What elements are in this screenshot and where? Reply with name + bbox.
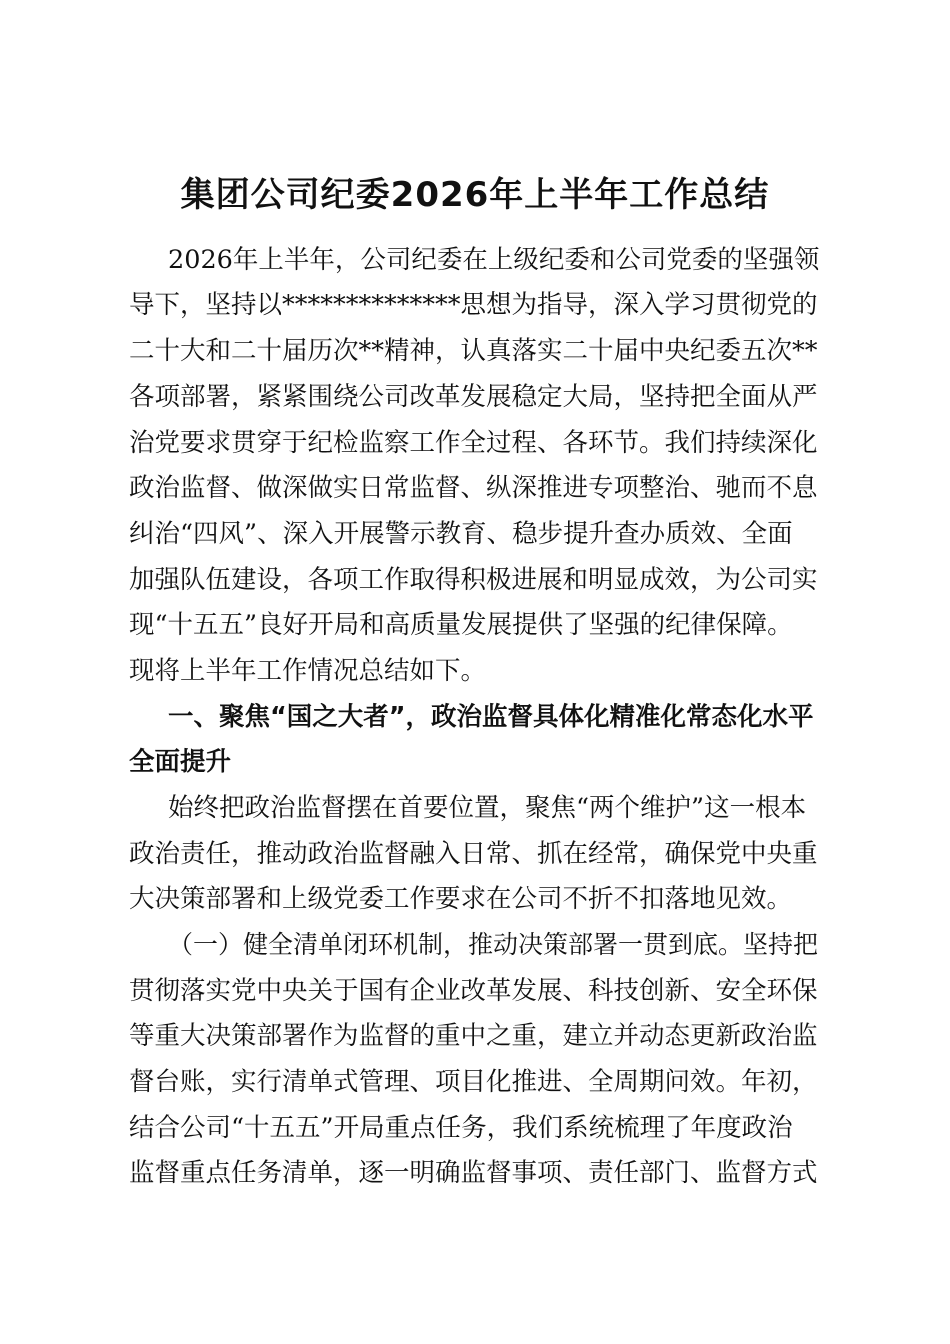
intro-line-7: 纠治“四风”、深入开展警示教育、稳步提升查办质效、全面 [129, 519, 793, 549]
intro-line-4: 各项部署，紧紧围绕公司改革发展稳定大局，坚持把全面从严 [129, 382, 818, 412]
subsection-1-line-5: 结合公司“十五五”开局重点任务，我们系统梳理了年度政治 [129, 1113, 793, 1143]
subsection-1-line-6: 监督重点任务清单，逐一明确监督事项、责任部门、监督方式 [129, 1158, 818, 1188]
intro-line-3: 二十大和二十届历次**精神，认真落实二十届中央纪委五次** [129, 336, 818, 366]
section-heading-1-cont: 全面提升 [129, 747, 232, 777]
section-1-para-line-2: 政治责任，推动政治监督融入日常、抓在经常，确保党中央重 [129, 839, 818, 869]
intro-line-9: 现“十五五”良好开局和高质量发展提供了坚强的纪律保障。 [129, 610, 793, 640]
section-1-para-line-3: 大决策部署和上级党委工作要求在公司不折不扣落地见效。 [129, 884, 793, 914]
document-title: 集团公司纪委2026年上半年工作总结 [180, 175, 770, 215]
section-heading-1: 一、聚焦“国之大者”，政治监督具体化精准化常态化水平 [168, 702, 814, 732]
subsection-1-line-3: 等重大决策部署作为监督的重中之重，建立并动态更新政治监 [129, 1021, 818, 1051]
intro-line-5: 治党要求贯穿于纪检监察工作全过程、各环节。我们持续深化 [129, 428, 818, 458]
intro-line-2: 导下，坚持以**************思想为指导，深入学习贯彻党的 [129, 290, 818, 320]
subsection-1-line-2: 贯彻落实党中央关于国有企业改革发展、科技创新、安全环保 [129, 976, 818, 1006]
subsection-1-line-1: （一）健全清单闭环机制，推动决策部署一贯到底。坚持把 [168, 930, 819, 959]
intro-line-10: 现将上半年工作情况总结如下。 [129, 656, 487, 686]
section-1-para-line-1: 始终把政治监督摆在首要位置，聚焦“两个维护”这一根本 [168, 793, 807, 823]
subsection-1-line-4: 督台账，实行清单式管理、项目化推进、全周期问效。年初， [129, 1067, 818, 1097]
intro-line-6: 政治监督、做深做实日常监督、纵深推进专项整治、驰而不息 [129, 473, 818, 503]
intro-line-8: 加强队伍建设，各项工作取得积极进展和明显成效，为公司实 [129, 565, 818, 595]
intro-line-1: 2026年上半年，公司纪委在上级纪委和公司党委的坚强领 [168, 245, 820, 275]
